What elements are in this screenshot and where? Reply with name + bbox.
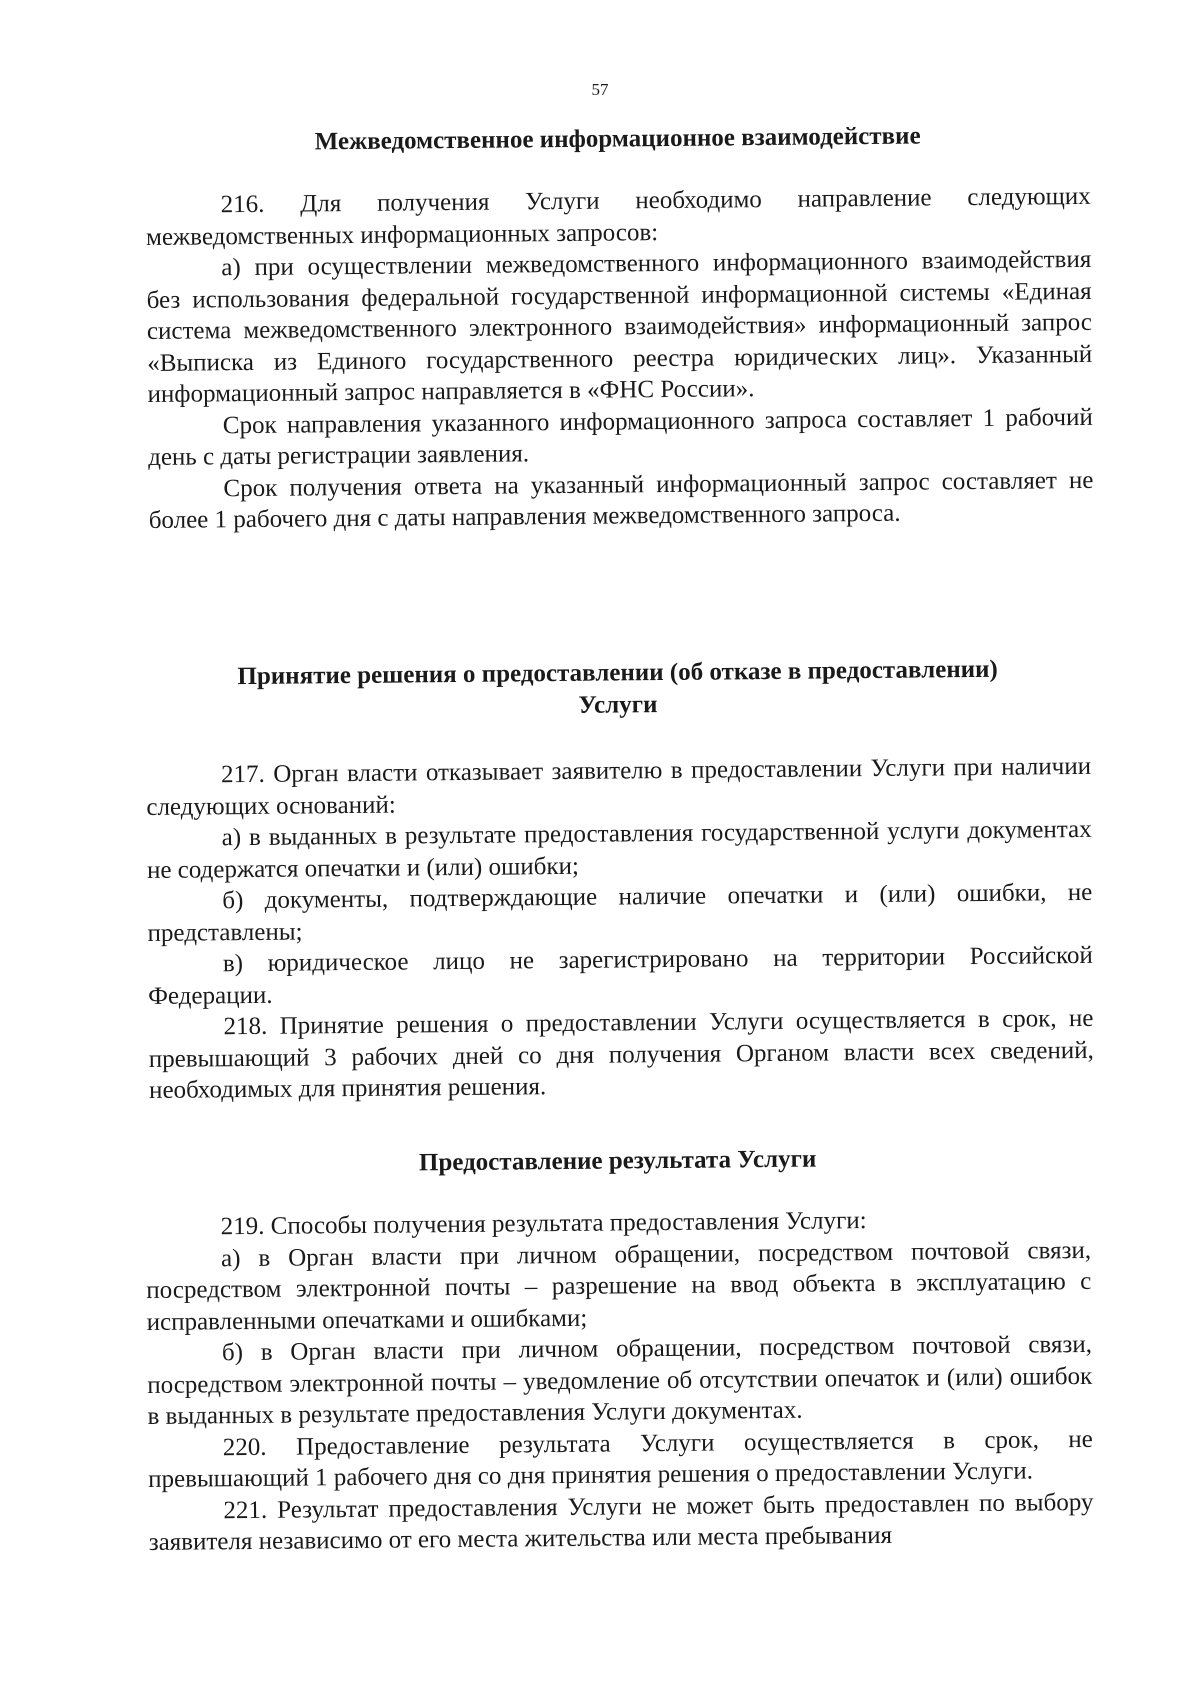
paragraph-216: 216. Для получения Услуги необходимо направление следующих межведомственных информационных запросов: [145,182,1091,251]
paragraph-219-b: б) в Орган власти при личном обращении, посредством почтовой связи, посредством электронной почты – уведомление об отсутствии опечаток и (или) ошибок в выданных в результате предоставления Услуги документах. [147,1330,1093,1430]
section-heading: Межведомственное информационное взаимодействие [314,122,921,156]
paragraph-220: 220. Предоставление результата Услуги осуществляется в срок, не превышающий 1 рабочего дня со дня принятия решения о предоставлении Услуги. [148,1425,1093,1493]
paragraph-request-deadline: Срок направления указанного информационного запроса составляет 1 рабочий день с даты регистрации заявления. [148,403,1093,471]
paragraph-216-a: а) при осуществлении межведомственного информационного взаимодействия без использования федеральной государственной информационной системы «Единая система межведомственного электронного взаимодействия» информационный запрос «Выписка из Единого государственного реестра юридических лиц». Указанный информационный запрос направляется в «ФНС России». [146,245,1093,408]
section-heading: Предоставление результата Услуги [418,1145,817,1177]
paragraph-217-a: а) в выданных в результате предоставления государственной услуги документах не содержатся опечатки и (или) ошибки; [146,815,1092,884]
paragraph-217: 217. Орган власти отказывает заявителю в предоставлении Услуги при наличии следующих оснований: [146,752,1092,821]
section-heading-line-1: Принятие решения о предоставлении (об отказе в предоставлении) [237,655,998,691]
paragraph-221: 221. Результат предоставления Услуги не может быть предоставлен по выбору заявителя независимо от его места жительства или места пребывания [148,1488,1094,1556]
section-heading-line-2: Услуги [578,691,658,719]
paragraph-218: 218. Принятие решения о предоставлении Услуги осуществляется в срок, не превышающий 3 рабочих дней со дня получения Органом власти всех сведений, необходимых для принятия решения. [148,1004,1094,1104]
paragraph-response-deadline: Срок получения ответа на указанный информационный запрос составляет не более 1 рабочего дня с даты направления межведомственного запроса. [148,466,1094,534]
paragraph-217-c: в) юридическое лицо не зарегистрировано на территории Российской Федерации. [148,941,1093,1010]
section-decision [145,653,1094,1107]
page-number: 57 [591,80,609,99]
paragraph-219-a: а) в Орган власти при личном обращении, посредством почтовой связи, посредством электронной почты – разрешение на ввод объекта в эксплуатацию с исправленными опечатками и ошибками; [146,1236,1092,1336]
paragraph-219: 219. Способы получения результата предоставления Услуги: [220,1207,867,1241]
section-interagency-interaction [145,119,1094,537]
section-result-delivery [145,1141,1094,1559]
paragraph-217-b: б) документы, подтверждающие наличие опечатки и (или) ошибки, не представлены; [147,878,1093,947]
